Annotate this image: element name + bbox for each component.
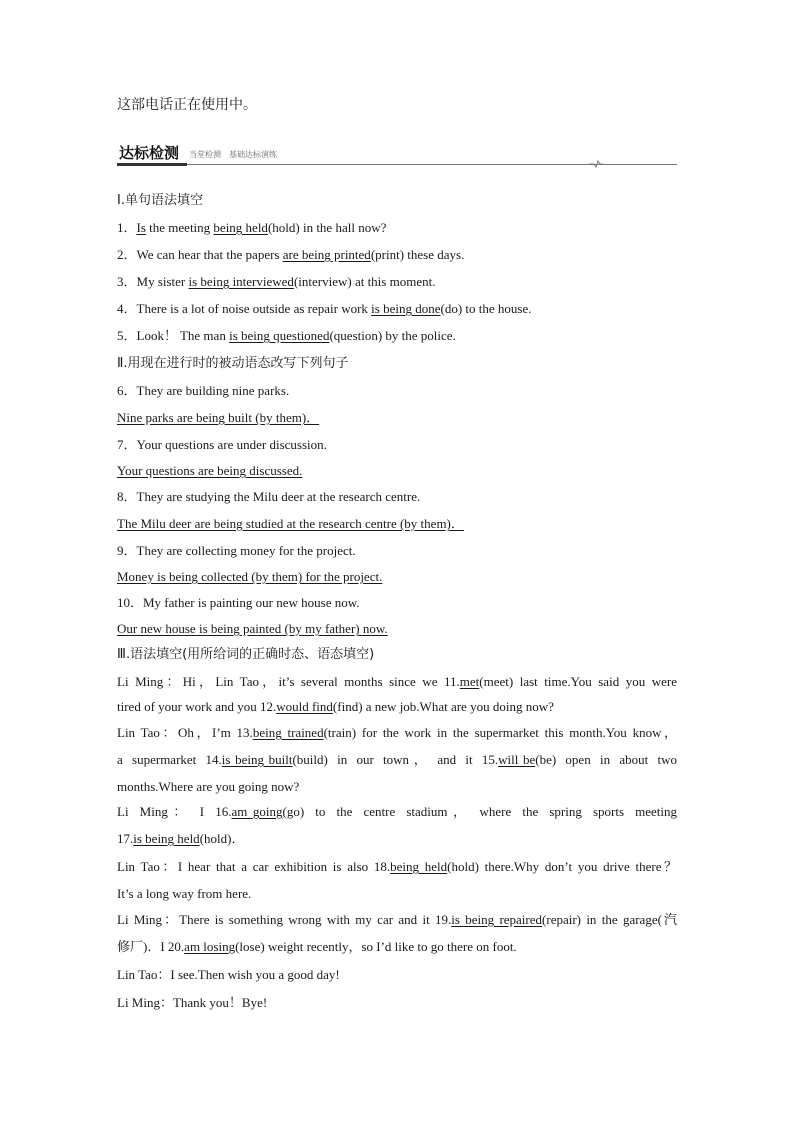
part2-answer-8: The Milu deer are being studied at the research centre (by them)． (117, 516, 464, 531)
part2-answer-7: Your questions are being discussed. (117, 463, 303, 478)
part2-heading: Ⅱ.用现在进行时的被动语态改写下列句子 (117, 356, 349, 371)
dialogue-line: months.Where are you going now? (117, 779, 300, 794)
dialogue-line: Lin Tao：I see.Then wish you a good day! (117, 967, 340, 982)
answer: is being built (221, 752, 293, 767)
answer: being held (213, 220, 268, 235)
intro-sentence: 这部电话正在使用中。 (117, 97, 257, 113)
dialogue-line: a supermarket 14.is being built(build) in our town ， and it 15.will be(be) open in about two (117, 752, 677, 767)
answer: being held (390, 859, 448, 874)
part2-question-8: 8．They are studying the Milu deer at the research centre. (117, 489, 421, 504)
rule-notch-icon (589, 158, 603, 168)
part2-question-10: 10．My father is painting our new house now. (117, 595, 360, 610)
answer: are being printed (282, 247, 371, 262)
dialogue-line: Lin Tao：I hear that a car exhibition is also 18.being held(hold) there.Why don’t you drive there？ (117, 859, 677, 874)
answer: is being questioned (229, 328, 330, 343)
answer: is being interviewed (188, 274, 294, 289)
part2-question-6: 6．They are building nine parks. (117, 383, 290, 398)
answer: Is (136, 220, 146, 235)
answer: am losing (184, 939, 236, 954)
dialogue-line: Li Ming：There is something wrong with my car and it 19.is being repaired(repair) in the garage(汽 (117, 912, 677, 927)
dialogue-line: Li Ming ： I 16.am going(go) to the centre stadium ， where the spring sports meeting (117, 804, 677, 819)
dialogue-line: Li Ming：Thank you！Bye! (117, 995, 268, 1010)
answer: would find (276, 699, 333, 714)
dialogue-line: It’s a long way from here. (117, 886, 252, 901)
answer: is being held (133, 831, 200, 846)
section-subtitle: 当堂检测 基础达标演练 (189, 150, 277, 159)
part2-answer-10: Our new house is being painted (by my father) now. (117, 621, 388, 636)
answer: met (459, 674, 480, 689)
part3-heading: Ⅲ.语法填空(用所给词的正确时态、语态填空) (117, 647, 375, 662)
section-rule-thin (187, 164, 677, 165)
part2-answer-6: Nine parks are being built (by them)． (117, 410, 320, 425)
part1-item-1: 1．Is the meeting being held(hold) in the hall now? (117, 220, 387, 235)
section-rule-thick (117, 163, 187, 166)
dialogue-line: tired of your work and you 12.would find(find) a new job.What are you doing now? (117, 699, 554, 714)
dialogue-line: 17.is being held(hold)． (117, 831, 245, 846)
part2-question-7: 7．Your questions are under discussion. (117, 437, 327, 452)
part2-answer-9: Money is being collected (by them) for the project. (117, 569, 383, 584)
part1-item-4: 4．There is a lot of noise outside as repair work is being done(do) to the house. (117, 301, 532, 316)
section-title: 达标检测 (119, 144, 180, 162)
answer: is being done (371, 301, 441, 316)
dialogue-line: 修厂)．I 20.am losing(lose) weight recently，so I’d like to go there on foot. (117, 939, 517, 954)
answer: am going (231, 804, 283, 819)
dialogue-line: Lin Tao：Oh，I’m 13.being trained(train) for the work in the supermarket this month.You know， (117, 725, 678, 740)
answer: being trained (252, 725, 324, 740)
part1-item-3: 3．My sister is being interviewed(interview) at this moment. (117, 274, 436, 289)
answer: is being repaired (451, 912, 543, 927)
part1-item-5: 5．Look！ The man is being questioned(question) by the police. (117, 328, 456, 343)
dialogue-line: Li Ming：Hi，Lin Tao，it’s several months since we 11.met(meet) last time.You said you were (117, 674, 677, 689)
part1-heading: Ⅰ.单句语法填空 (117, 193, 203, 208)
part2-question-9: 9．They are collecting money for the project. (117, 543, 356, 558)
part1-item-2: 2．We can hear that the papers are being printed(print) these days. (117, 247, 465, 262)
answer: will be (498, 752, 536, 767)
section-header (117, 142, 677, 168)
